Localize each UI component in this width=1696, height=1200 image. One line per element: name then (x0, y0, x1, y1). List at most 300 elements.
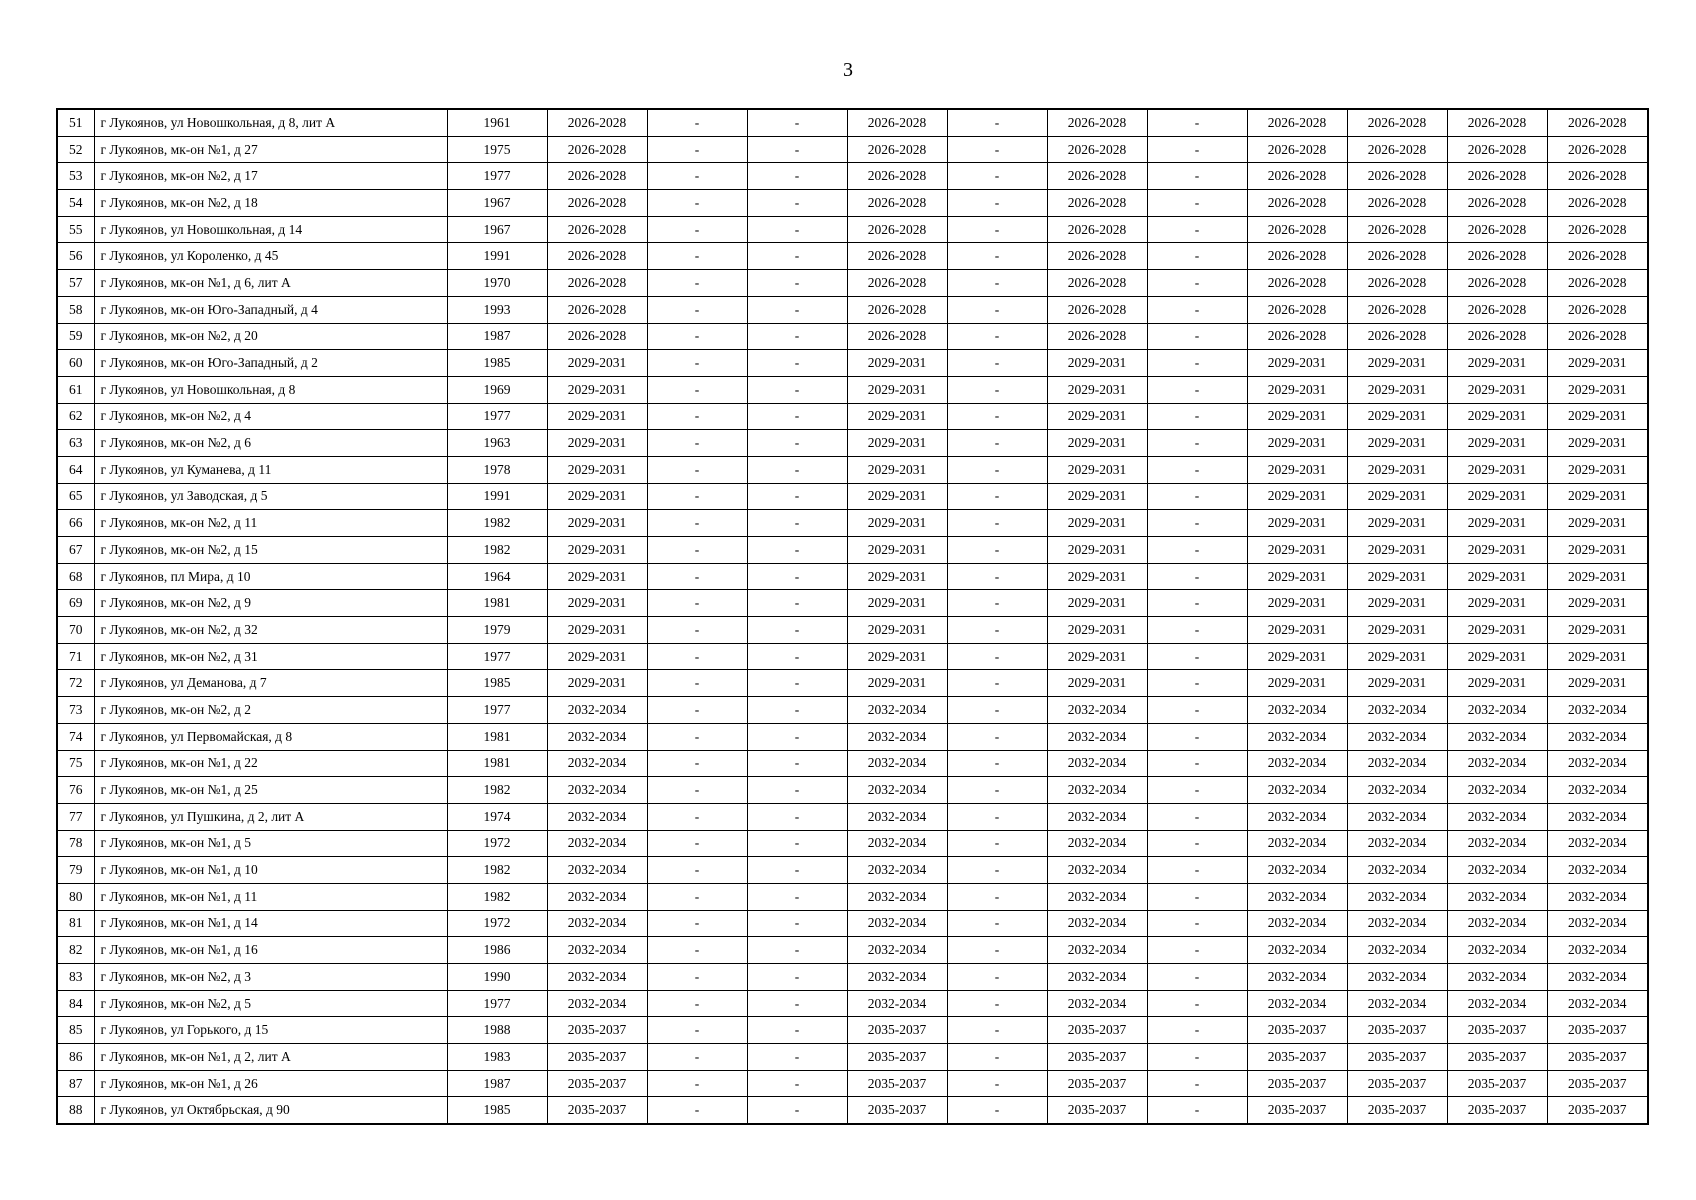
period-cell: 2035-2037 (847, 1070, 947, 1097)
period-cell: 2032-2034 (1247, 723, 1347, 750)
period-cell: - (947, 350, 1047, 377)
period-cell: - (1147, 750, 1247, 777)
period-cell: - (747, 216, 847, 243)
period-cell: 2035-2037 (547, 1017, 647, 1044)
period-cell: 2026-2028 (547, 216, 647, 243)
period-cell: - (647, 563, 747, 590)
period-cell: 2029-2031 (1047, 403, 1147, 430)
period-cell: 2032-2034 (547, 830, 647, 857)
period-cell: - (747, 1097, 847, 1124)
period-cell: 2029-2031 (1047, 617, 1147, 644)
period-cell: 2032-2034 (1347, 990, 1447, 1017)
period-cell: - (1147, 617, 1247, 644)
period-cell: - (1147, 1070, 1247, 1097)
period-cell: 2032-2034 (547, 803, 647, 830)
period-cell: - (747, 617, 847, 644)
period-cell: - (747, 403, 847, 430)
period-cell: - (947, 697, 1047, 724)
schedule-table (56, 108, 1649, 1125)
period-cell: 2029-2031 (847, 430, 947, 457)
table-row (57, 697, 1648, 724)
period-cell: 2035-2037 (547, 1044, 647, 1071)
row-number-cell: 75 (57, 750, 94, 777)
period-cell: 2029-2031 (847, 510, 947, 537)
table-row (57, 456, 1648, 483)
year-cell: 1991 (447, 243, 547, 270)
period-cell: - (947, 643, 1047, 670)
period-cell: 2026-2028 (1047, 190, 1147, 217)
period-cell: 2029-2031 (847, 350, 947, 377)
row-number-cell: 71 (57, 643, 94, 670)
period-cell: 2029-2031 (547, 563, 647, 590)
table-row (57, 910, 1648, 937)
period-cell: - (647, 1017, 747, 1044)
period-cell: - (947, 163, 1047, 190)
period-cell: - (947, 136, 1047, 163)
period-cell: - (947, 537, 1047, 564)
address-cell: г Лукоянов, ул Заводская, д 5 (94, 483, 447, 510)
year-cell: 1974 (447, 803, 547, 830)
period-cell: - (1147, 1017, 1247, 1044)
period-cell: 2029-2031 (1247, 537, 1347, 564)
period-cell: 2026-2028 (1547, 270, 1648, 297)
period-cell: - (747, 296, 847, 323)
period-cell: 2029-2031 (547, 350, 647, 377)
year-cell: 1982 (447, 857, 547, 884)
address-cell: г Лукоянов, мк-он №2, д 4 (94, 403, 447, 430)
period-cell: 2026-2028 (1347, 163, 1447, 190)
period-cell: 2026-2028 (847, 296, 947, 323)
period-cell: 2026-2028 (1447, 190, 1547, 217)
period-cell: 2029-2031 (1547, 563, 1648, 590)
row-number-cell: 80 (57, 883, 94, 910)
period-cell: - (1147, 670, 1247, 697)
period-cell: 2029-2031 (1447, 643, 1547, 670)
period-cell: 2032-2034 (847, 803, 947, 830)
period-cell: 2026-2028 (1347, 243, 1447, 270)
period-cell: 2026-2028 (1247, 323, 1347, 350)
period-cell: 2026-2028 (547, 270, 647, 297)
period-cell: 2026-2028 (1447, 323, 1547, 350)
period-cell: 2026-2028 (1047, 136, 1147, 163)
year-cell: 1983 (447, 1044, 547, 1071)
period-cell: - (747, 670, 847, 697)
period-cell: 2029-2031 (1347, 537, 1447, 564)
period-cell: - (947, 590, 1047, 617)
period-cell: - (747, 1044, 847, 1071)
period-cell: 2032-2034 (1047, 937, 1147, 964)
table-row (57, 723, 1648, 750)
period-cell: - (1147, 510, 1247, 537)
period-cell: - (647, 1097, 747, 1124)
period-cell: 2026-2028 (847, 136, 947, 163)
period-cell: 2032-2034 (1247, 803, 1347, 830)
table-row (57, 296, 1648, 323)
year-cell: 1991 (447, 483, 547, 510)
period-cell: 2032-2034 (1247, 964, 1347, 991)
period-cell: 2026-2028 (1347, 296, 1447, 323)
period-cell: 2026-2028 (1547, 323, 1648, 350)
address-cell: г Лукоянов, ул Деманова, д 7 (94, 670, 447, 697)
row-number-cell: 62 (57, 403, 94, 430)
period-cell: - (747, 376, 847, 403)
year-cell: 1964 (447, 563, 547, 590)
period-cell: 2032-2034 (1447, 830, 1547, 857)
period-cell: 2032-2034 (1547, 803, 1648, 830)
period-cell: 2026-2028 (1347, 190, 1447, 217)
period-cell: 2026-2028 (1547, 163, 1648, 190)
year-cell: 1972 (447, 830, 547, 857)
period-cell: 2029-2031 (1547, 510, 1648, 537)
period-cell: - (647, 670, 747, 697)
address-cell: г Лукоянов, ул Новошкольная, д 14 (94, 216, 447, 243)
period-cell: 2032-2034 (1047, 964, 1147, 991)
row-number-cell: 86 (57, 1044, 94, 1071)
period-cell: 2032-2034 (547, 937, 647, 964)
table-row (57, 323, 1648, 350)
period-cell: 2032-2034 (1347, 803, 1447, 830)
period-cell: - (747, 964, 847, 991)
period-cell: 2026-2028 (847, 243, 947, 270)
period-cell: - (1147, 1097, 1247, 1124)
period-cell: 2032-2034 (1247, 937, 1347, 964)
year-cell: 1987 (447, 1070, 547, 1097)
period-cell: 2026-2028 (1547, 243, 1648, 270)
year-cell: 1982 (447, 537, 547, 564)
period-cell: - (947, 1070, 1047, 1097)
period-cell: 2029-2031 (1447, 430, 1547, 457)
period-cell: 2029-2031 (847, 537, 947, 564)
table-row (57, 750, 1648, 777)
period-cell: 2029-2031 (1547, 403, 1648, 430)
period-cell: 2029-2031 (1447, 510, 1547, 537)
period-cell: 2032-2034 (847, 937, 947, 964)
table-row (57, 990, 1648, 1017)
period-cell: 2029-2031 (1347, 510, 1447, 537)
period-cell: 2032-2034 (547, 750, 647, 777)
period-cell: 2029-2031 (1047, 430, 1147, 457)
row-number-cell: 65 (57, 483, 94, 510)
row-number-cell: 67 (57, 537, 94, 564)
period-cell: 2029-2031 (547, 590, 647, 617)
period-cell: 2032-2034 (547, 723, 647, 750)
table-row (57, 670, 1648, 697)
address-cell: г Лукоянов, мк-он Юго-Западный, д 4 (94, 296, 447, 323)
row-number-cell: 85 (57, 1017, 94, 1044)
period-cell: 2029-2031 (1547, 376, 1648, 403)
period-cell: - (747, 510, 847, 537)
period-cell: 2029-2031 (1347, 483, 1447, 510)
period-cell: 2026-2028 (547, 190, 647, 217)
period-cell: - (1147, 910, 1247, 937)
period-cell: 2029-2031 (1447, 376, 1547, 403)
period-cell: 2029-2031 (1447, 537, 1547, 564)
period-cell: - (747, 750, 847, 777)
row-number-cell: 74 (57, 723, 94, 750)
period-cell: - (747, 430, 847, 457)
period-cell: 2026-2028 (1047, 270, 1147, 297)
period-cell: - (1147, 456, 1247, 483)
period-cell: 2026-2028 (847, 163, 947, 190)
address-cell: г Лукоянов, мк-он №2, д 3 (94, 964, 447, 991)
period-cell: 2032-2034 (1247, 883, 1347, 910)
period-cell: 2032-2034 (1347, 830, 1447, 857)
period-cell: - (647, 350, 747, 377)
period-cell: 2026-2028 (847, 190, 947, 217)
table-row (57, 403, 1648, 430)
period-cell: 2029-2031 (1047, 670, 1147, 697)
period-cell: - (1147, 990, 1247, 1017)
address-cell: г Лукоянов, мк-он №1, д 22 (94, 750, 447, 777)
period-cell: 2026-2028 (1347, 136, 1447, 163)
period-cell: 2035-2037 (1447, 1097, 1547, 1124)
row-number-cell: 83 (57, 964, 94, 991)
period-cell: 2029-2031 (1447, 403, 1547, 430)
year-cell: 1988 (447, 1017, 547, 1044)
address-cell: г Лукоянов, мк-он №1, д 5 (94, 830, 447, 857)
period-cell: 2032-2034 (547, 964, 647, 991)
year-cell: 1977 (447, 163, 547, 190)
year-cell: 1987 (447, 323, 547, 350)
period-cell: - (647, 750, 747, 777)
period-cell: 2026-2028 (1547, 136, 1648, 163)
period-cell: - (947, 109, 1047, 136)
period-cell: 2029-2031 (1047, 376, 1147, 403)
year-cell: 1977 (447, 643, 547, 670)
period-cell: 2029-2031 (1247, 483, 1347, 510)
address-cell: г Лукоянов, мк-он №2, д 5 (94, 990, 447, 1017)
table-row (57, 243, 1648, 270)
year-cell: 1982 (447, 510, 547, 537)
period-cell: 2026-2028 (1347, 270, 1447, 297)
period-cell: 2026-2028 (1247, 270, 1347, 297)
period-cell: - (747, 990, 847, 1017)
period-cell: - (747, 243, 847, 270)
period-cell: - (1147, 376, 1247, 403)
row-number-cell: 84 (57, 990, 94, 1017)
table-row (57, 830, 1648, 857)
period-cell: - (947, 1097, 1047, 1124)
period-cell: 2026-2028 (1247, 163, 1347, 190)
period-cell: - (1147, 136, 1247, 163)
period-cell: - (747, 857, 847, 884)
period-cell: 2029-2031 (547, 483, 647, 510)
period-cell: 2032-2034 (1547, 830, 1648, 857)
period-cell: 2032-2034 (1047, 857, 1147, 884)
period-cell: - (947, 563, 1047, 590)
period-cell: - (1147, 777, 1247, 804)
period-cell: - (647, 910, 747, 937)
period-cell: - (747, 643, 847, 670)
year-cell: 1977 (447, 697, 547, 724)
period-cell: - (947, 243, 1047, 270)
period-cell: 2032-2034 (847, 910, 947, 937)
table-body (57, 109, 1648, 1124)
period-cell: 2026-2028 (1447, 270, 1547, 297)
period-cell: - (747, 697, 847, 724)
address-cell: г Лукоянов, ул Короленко, д 45 (94, 243, 447, 270)
period-cell: 2032-2034 (1547, 937, 1648, 964)
period-cell: - (1147, 857, 1247, 884)
year-cell: 1977 (447, 403, 547, 430)
period-cell: 2035-2037 (547, 1097, 647, 1124)
period-cell: 2026-2028 (1347, 109, 1447, 136)
period-cell: - (747, 590, 847, 617)
period-cell: - (1147, 163, 1247, 190)
year-cell: 1961 (447, 109, 547, 136)
period-cell: - (647, 136, 747, 163)
row-number-cell: 81 (57, 910, 94, 937)
period-cell: 2032-2034 (1247, 990, 1347, 1017)
year-cell: 1990 (447, 964, 547, 991)
table-row (57, 563, 1648, 590)
table-row (57, 270, 1648, 297)
period-cell: 2029-2031 (1347, 617, 1447, 644)
period-cell: 2029-2031 (1347, 376, 1447, 403)
period-cell: 2029-2031 (1547, 430, 1648, 457)
period-cell: 2035-2037 (1547, 1044, 1648, 1071)
period-cell: 2032-2034 (1547, 910, 1648, 937)
period-cell: - (947, 937, 1047, 964)
period-cell: - (647, 296, 747, 323)
period-cell: 2029-2031 (1047, 350, 1147, 377)
table-row (57, 216, 1648, 243)
period-cell: 2026-2028 (1047, 163, 1147, 190)
period-cell: 2035-2037 (1047, 1097, 1147, 1124)
period-cell: - (947, 1044, 1047, 1071)
period-cell: 2032-2034 (847, 883, 947, 910)
year-cell: 1993 (447, 296, 547, 323)
table-row (57, 109, 1648, 136)
period-cell: 2032-2034 (1247, 750, 1347, 777)
period-cell: 2029-2031 (1047, 483, 1147, 510)
period-cell: 2029-2031 (1247, 376, 1347, 403)
row-number-cell: 64 (57, 456, 94, 483)
year-cell: 1981 (447, 750, 547, 777)
period-cell: - (1147, 723, 1247, 750)
table-row (57, 350, 1648, 377)
period-cell: - (647, 163, 747, 190)
period-cell: 2026-2028 (847, 109, 947, 136)
address-cell: г Лукоянов, мк-он №2, д 6 (94, 430, 447, 457)
period-cell: 2032-2034 (847, 723, 947, 750)
period-cell: - (647, 723, 747, 750)
period-cell: 2032-2034 (1047, 777, 1147, 804)
period-cell: - (947, 483, 1047, 510)
period-cell: - (747, 163, 847, 190)
address-cell: г Лукоянов, мк-он №2, д 17 (94, 163, 447, 190)
period-cell: 2035-2037 (1047, 1070, 1147, 1097)
period-cell: 2035-2037 (847, 1097, 947, 1124)
period-cell: 2032-2034 (1447, 910, 1547, 937)
period-cell: 2029-2031 (547, 430, 647, 457)
year-cell: 1967 (447, 216, 547, 243)
period-cell: 2029-2031 (847, 376, 947, 403)
period-cell: 2029-2031 (547, 670, 647, 697)
period-cell: - (747, 1070, 847, 1097)
period-cell: 2026-2028 (1447, 216, 1547, 243)
row-number-cell: 63 (57, 430, 94, 457)
period-cell: 2029-2031 (1547, 590, 1648, 617)
period-cell: - (647, 510, 747, 537)
year-cell: 1982 (447, 777, 547, 804)
period-cell: 2032-2034 (847, 830, 947, 857)
period-cell: 2032-2034 (1047, 830, 1147, 857)
period-cell: 2035-2037 (547, 1070, 647, 1097)
address-cell: г Лукоянов, мк-он №2, д 2 (94, 697, 447, 724)
period-cell: - (947, 777, 1047, 804)
period-cell: 2029-2031 (1447, 456, 1547, 483)
period-cell: - (1147, 323, 1247, 350)
period-cell: - (647, 697, 747, 724)
period-cell: - (747, 483, 847, 510)
period-cell: 2035-2037 (1347, 1044, 1447, 1071)
table-row (57, 1017, 1648, 1044)
period-cell: - (1147, 296, 1247, 323)
period-cell: 2029-2031 (1347, 430, 1447, 457)
period-cell: 2029-2031 (1447, 350, 1547, 377)
period-cell: - (647, 857, 747, 884)
row-number-cell: 78 (57, 830, 94, 857)
period-cell: - (747, 136, 847, 163)
period-cell: 2026-2028 (847, 323, 947, 350)
period-cell: 2029-2031 (1447, 590, 1547, 617)
period-cell: 2035-2037 (1247, 1017, 1347, 1044)
period-cell: 2032-2034 (1247, 830, 1347, 857)
period-cell: 2032-2034 (1547, 990, 1648, 1017)
period-cell: - (1147, 430, 1247, 457)
period-cell: 2026-2028 (1447, 296, 1547, 323)
period-cell: 2035-2037 (1447, 1017, 1547, 1044)
period-cell: - (647, 777, 747, 804)
period-cell: - (647, 937, 747, 964)
period-cell: 2029-2031 (1547, 670, 1648, 697)
period-cell: 2029-2031 (847, 456, 947, 483)
row-number-cell: 69 (57, 590, 94, 617)
period-cell: 2026-2028 (1047, 243, 1147, 270)
row-number-cell: 60 (57, 350, 94, 377)
period-cell: - (947, 857, 1047, 884)
address-cell: г Лукоянов, ул Пушкина, д 2, лит А (94, 803, 447, 830)
table-row (57, 857, 1648, 884)
period-cell: 2026-2028 (1447, 163, 1547, 190)
period-cell: 2032-2034 (1447, 883, 1547, 910)
period-cell: 2032-2034 (1047, 697, 1147, 724)
row-number-cell: 79 (57, 857, 94, 884)
period-cell: 2032-2034 (1447, 777, 1547, 804)
period-cell: 2029-2031 (1347, 563, 1447, 590)
period-cell: 2026-2028 (1247, 243, 1347, 270)
period-cell: 2032-2034 (547, 990, 647, 1017)
year-cell: 1975 (447, 136, 547, 163)
period-cell: 2032-2034 (1047, 883, 1147, 910)
row-number-cell: 82 (57, 937, 94, 964)
period-cell: - (647, 990, 747, 1017)
period-cell: - (1147, 270, 1247, 297)
period-cell: 2029-2031 (1447, 670, 1547, 697)
period-cell: 2029-2031 (1247, 670, 1347, 697)
period-cell: - (1147, 190, 1247, 217)
period-cell: 2029-2031 (1347, 350, 1447, 377)
period-cell: 2029-2031 (1347, 670, 1447, 697)
period-cell: - (947, 910, 1047, 937)
period-cell: 2032-2034 (547, 857, 647, 884)
period-cell: 2026-2028 (547, 163, 647, 190)
year-cell: 1979 (447, 617, 547, 644)
address-cell: г Лукоянов, мк-он №2, д 9 (94, 590, 447, 617)
address-cell: г Лукоянов, ул Первомайская, д 8 (94, 723, 447, 750)
period-cell: 2035-2037 (1347, 1070, 1447, 1097)
